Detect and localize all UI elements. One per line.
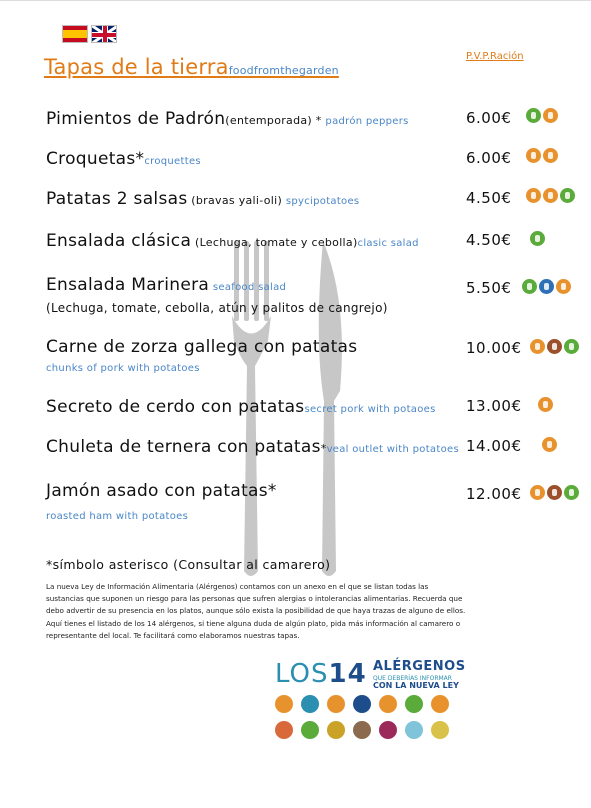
menu-title [44,55,339,79]
crustaceans-icon [556,279,571,294]
sesame-icon [353,721,371,739]
allergen-legend-sub2: CON LA NUEVA LEY [373,681,459,690]
eggs-icon [327,695,345,713]
menu-item [46,337,466,374]
allergen-icons [542,437,557,452]
item-note: (Lechuga, tomate y cebolla) [191,236,358,249]
los-text: LOS [275,659,329,689]
allergen-legend-title [275,659,367,689]
soy-icon [547,339,562,354]
item-price: 4.50€ [466,231,512,249]
item-name: Jamón asado con patatas* [46,481,277,501]
item-name: Croquetas* [46,149,145,169]
sulphites-icon [379,721,397,739]
item-price: 13.00€ [466,397,522,415]
lupin-icon [405,721,423,739]
item-extra: * [312,114,326,127]
allergen-icons [522,279,571,294]
soy-icon [547,485,562,500]
eggs-icon [543,108,558,123]
gluten-icon [275,695,293,713]
sulphites-icon [530,339,545,354]
celery-icon [530,231,545,246]
item-price: 5.50€ [466,279,512,297]
item-english: padrón peppers [325,116,409,127]
item-price: 12.00€ [466,485,522,503]
item-english: chunks of pork with potatoes [46,363,200,374]
item-price: 14.00€ [466,437,522,455]
fish-icon [353,695,371,713]
item-note: (bravas yali-oli) [187,194,286,207]
item-price: 10.00€ [466,339,522,357]
item-english: veal outlet with potatoes [326,444,459,455]
item-price: 6.00€ [466,109,512,127]
mustard-icon [327,721,345,739]
item-name: Secreto de cerdo con patatas [46,397,305,417]
menu-item [46,189,466,209]
peanuts-icon [379,695,397,713]
price-header: P.V.P.Ración [466,51,524,62]
menu-item [46,481,466,522]
allergen-legend [275,657,475,747]
allergen-icons [530,231,545,246]
menu-item [46,109,466,129]
menu-item [46,275,466,295]
gluten-icon [564,485,579,500]
item-price: 6.00€ [466,149,512,167]
item-name: Chuleta de ternera con patatas [46,437,321,457]
sulphites-icon [530,485,545,500]
celery-icon [522,279,537,294]
allergen-icon-grid [275,695,457,739]
item-english: croquettes [144,156,201,167]
allergen-icons [530,485,579,500]
item-name: Ensalada Marinera [46,275,210,295]
menu-item [46,149,466,169]
sulphites-icon [542,437,557,452]
molluscs-icon [431,721,449,739]
allergen-icons [530,339,579,354]
item-note: (entemporada) [225,114,313,127]
item-english: spycipotatoes [285,196,360,207]
gluten-icon [526,108,541,123]
item-description: (Lechuga, tomate, cebolla, atún y palitos de cangrejo) [46,301,388,315]
gluten-icon [560,188,575,203]
allergen-icons [526,188,575,203]
item-name: Pimientos de Padrón [46,109,226,129]
menu-item [46,231,466,251]
milk-icon [526,148,541,163]
mustard-icon [543,188,558,203]
menu-item [46,397,466,417]
allergen-legend-sub: QUE DEBERÍAS INFORMAR [373,675,452,682]
allergen-icons [526,108,558,123]
item-name: Ensalada clásica [46,231,192,251]
celery-icon [301,721,319,739]
sulphites-icon [538,397,553,412]
item-name: Patatas 2 salsas [46,189,188,209]
menu-item [46,437,466,457]
milk-icon [431,695,449,713]
allergen-paragraph: La nueva Ley de Información Alimentaria (Alérgenos) contamos con un anexo en el que se listan todas las sustancias que suponen un riesgo para las personas que sufren alergias o intolerancias alimentarias. Recuerda que debo advertir de su presencia en los platos, aunque sólo exista la posibilidad de que haya trazas de alguno de ellos. Aquí tienes el listado de los 14 alérgenos, si tiene alguna duda de algún plato, pida más información al camarero o representante del local. Te facilitará como elaboramos nuestras tapas. [46,582,466,640]
fish-icon [539,279,554,294]
item-extra: * [320,442,327,455]
uk-flag-icon[interactable] [91,25,117,43]
eggs-icon [526,188,541,203]
eggs-icon [543,148,558,163]
item-english: seafood salad [212,282,287,293]
fourteen-text: 14 [328,659,367,689]
soy-icon [405,695,423,713]
crustaceans-icon [301,695,319,713]
spain-flag-icon[interactable] [62,25,88,43]
language-flags [62,25,117,43]
menu-title-main: Tapas de la tierra [44,55,229,79]
allergen-legend-heading: ALÉRGENOS [373,659,466,674]
item-english: secret pork with potaoes [304,404,436,415]
menu-title-sub: foodfromthegarden [228,64,339,77]
item-price: 4.50€ [466,189,512,207]
gluten-icon [564,339,579,354]
item-name: Carne de zorza gallega con patatas [46,337,358,357]
nuts-icon [275,721,293,739]
allergen-icons [526,148,558,163]
allergen-icons [538,397,553,412]
asterisk-note: *símbolo asterisco (Consultar al camarero) [46,557,331,572]
item-english: roasted ham with potatoes [46,511,189,522]
item-english: clasic salad [357,238,419,249]
